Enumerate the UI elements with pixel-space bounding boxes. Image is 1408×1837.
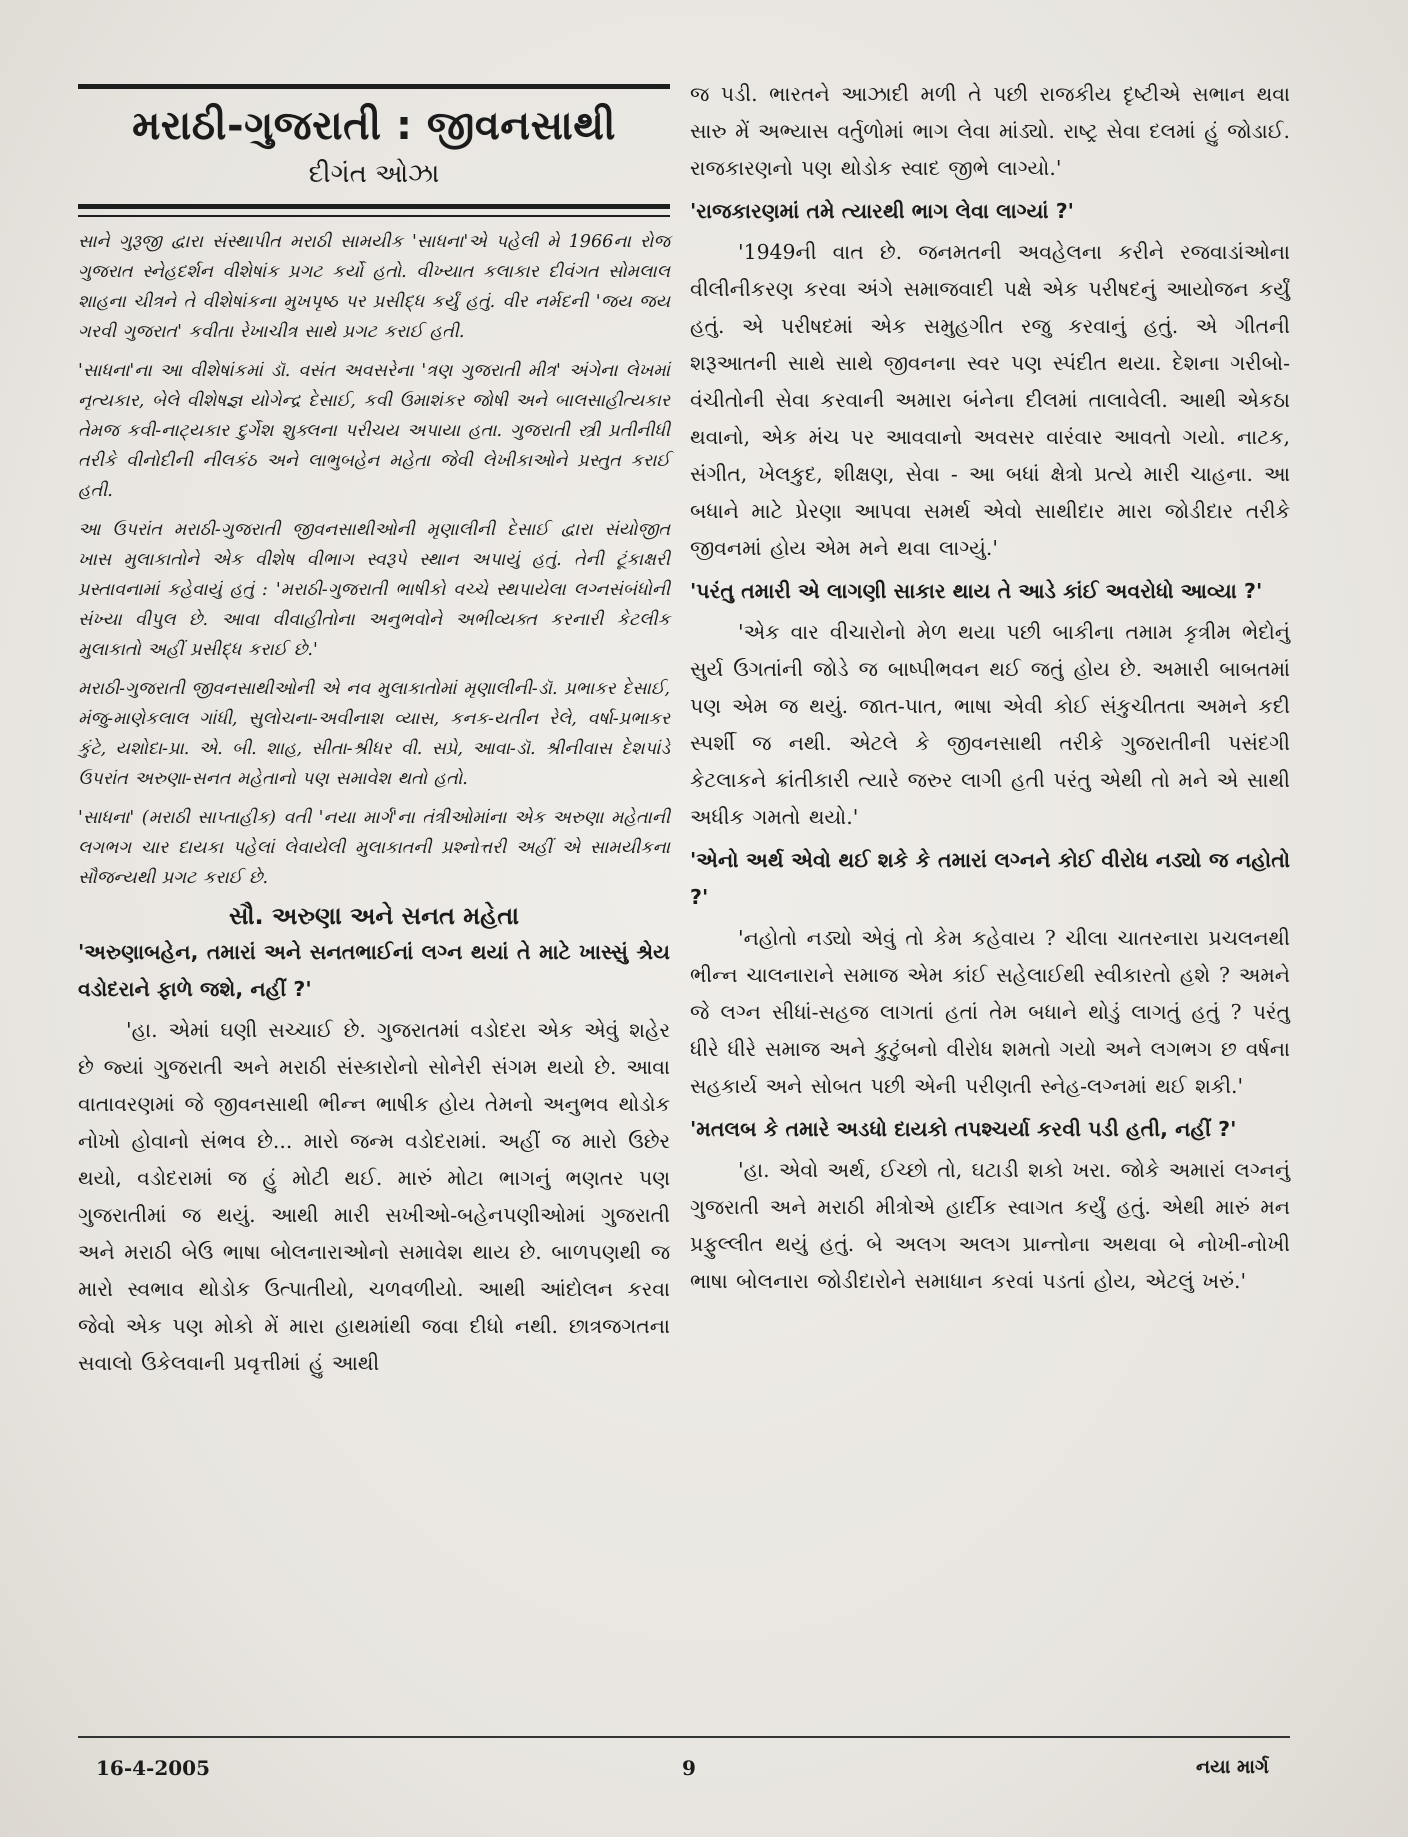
answer-paragraph: 'હા. એમાં ઘણી સચ્ચાઈ છે. ગુજરાતમાં વડોદરા એક એવું શહેર છે જ્યાં ગુજરાતી અને મરાઠી સંસ્કારોનો સોનેરી સંગમ થયો છે. આવા વાતાવરણમાં જે જીવનસાથી ભીન્ન ભાષીક હોય તેમનો અનુભવ થોડોક નોખો હોવાનો સંભવ છે... મારો જન્મ વડોદરામાં. અહીં જ મારો ઉછેર થયો, વડોદરામાં જ હું મોટી થઈ. મારું મોટા ભાગનું ભણતર પણ ગુજરાતીમાં જ થયું. આથી મારી સખીઓ-બહેનપણીઓમાં ગુજરાતી અને મરાઠી બેઉ ભાષા બોલનારાઓનો સમાવેશ થાય છે. બાળપણથી જ મારો સ્વભાવ થોડોક ઉત્પાતીયો, ચળવળીયો. આથી આંદોલન કરવા જેવો એક પણ મોકો મેં મારા હાથમાંથી જવા દીધો નથી. છાત્રજગતના સવાલો ઉકેલવાની પ્રવૃત્તીમાં હું આથી [78, 1018, 670, 1375]
right-column [690, 76, 1290, 1306]
answer-continuation: જ પડી. ભારતને આઝાદી મળી તે પછી રાજકીય દૃષ્ટીએ સભાન થવા સારુ મેં અભ્યાસ વર્તુળોમાં ભાગ લેવા માંડ્યો. રાષ્ટ્ર સેવા દલમાં હું જોડાઈ. રાજકારણનો પણ થોડોક સ્વાદ જીભે લાગ્યો.' [690, 82, 1290, 180]
answer-paragraph: 'નહોતો નડ્યો એવું તો કેમ કહેવાય ? ચીલા ચાતરનારા પ્રચલનથી ભીન્ન ચાલનારાને સમાજ એમ કાંઈ સહેલાઈથી સ્વીકારતો હશે ? અમને જે લગ્ન સીધાં-સહજ લાગતાં હતાં તેમ બધાને થોડું લાગતું હતું ? પરંતુ ધીરે ધીરે સમાજ અને કુટુંબનો વીરોધ શમતો ગયો અને લગભગ છ વર્ષના સહકાર્ય અને સોબત પછી એની પરીણતી સ્નેહ-લગ્નમાં થઈ શકી.' [690, 926, 1290, 1098]
question: 'રાજકારણમાં તમે ત્યારથી ભાગ લેવા લાગ્યાં ?' [690, 199, 1074, 223]
interviewee-heading: સૌ. અરુણા અને સનત મહેતા [228, 902, 520, 930]
question: 'એનો અર્થ એવો થઈ શકે કે તમારાં લગ્નને કોઈ વીરોધ નડ્યો જ નહોતો ?' [690, 848, 1290, 909]
title-top-rule [78, 84, 670, 89]
article-title: મરાઠી-ગુજરાતી : જીવનસાથી [132, 103, 616, 149]
answer-paragraph: '1949ની વાત છે. જનમતની અવહેલના કરીને રજવાડાંઓના વીલીનીકરણ કરવા અંગે સમાજવાદી પક્ષે એક પરીષદનું આયોજન કર્યું હતું. એ પરીષદમાં એક સમુહગીત રજુ કરવાનું હતું. એ ગીતની શરૂઆતની સાથે સાથે જીવનના સ્વર પણ સ્પંદીત થયા. દેશના ગરીબો-વંચીતોની સેવા કરવાની અમારા બંનેના દીલમાં તાલાવેલી. આથી એકઠા થવાનો, એક મંચ પર આવવાનો અવસર વારંવાર આવતો ગયો. નાટક, સંગીત, ખેલકુદ, શીક્ષણ, સેવા - આ બધાં ક્ષેત્રો પ્રત્યે મારી ચાહના. આ બધાને માટે પ્રેરણા આપવા સમર્થ એવો સાથીદાર મારા જોડીદાર તરીકે જીવનમાં હોય એમ મને થવા લાગ્યું.' [690, 240, 1290, 560]
intro-section [78, 227, 670, 893]
question: 'પરંતુ તમારી એ લાગણી સાકાર થાય તે આડે કાંઈ અવરોધો આવ્યા ?' [690, 579, 1263, 603]
intro-paragraph: સાને ગુરૂજી દ્વારા સંસ્થાપીત મરાઠી સામયીક 'સાધના'એ પહેલી મે 1966ના રોજ ગુજરાત સ્નેહદર્શન વીશેષાંક પ્રગટ કર્યો હતો. વીખ્યાત કલાકાર દીવંગત સોમલાલ શાહના ચીત્રને તે વીશેષાંકના મુખપૃષ્ઠ પર પ્રસીદ્ધ કર્યું હતું. વીર નર્મદની 'જય જય ગરવી ગુજરાત' કવીતા રેખાચીત્ર સાથે પ્રગટ કરાઈ હતી. [78, 232, 670, 342]
intro-paragraph: મરાઠી-ગુજરાતી જીવનસાથીઓની એ નવ મુલાકાતોમાં મૃણાલીની-ડૉ. પ્રભાકર દેસાઈ, મંજુ-માણેકલાલ ગાંધી, સુલોચના-અવીનાશ વ્યાસ, કનક-યતીન રેલે, વર્ષા-પ્રભાકર કુંટે, યશોદા-પ્રા. એ. બી. શાહ, સીતા-શ્રીધર વી. સપ્રે, આવા-ડૉ. શ્રીનીવાસ દેશપાંડે ઉપરાંત અરુણા-સનત મહેતાનો પણ સમાવેશ થતો હતો. [78, 679, 670, 789]
intro-paragraph: 'સાધના' (મરાઠી સાપ્તાહીક) વતી 'નયા માર્ગ'ના તંત્રીઓમાંના એક અરુણા મહેતાની લગભગ ચાર દાયકા પહેલાં લેવાયેલી મુલાકાતની પ્રશ્નોત્તરી અહીં એ સામયીકના સૌજન્યથી પ્રગટ કરાઈ છે. [78, 808, 670, 888]
article-author: દીગંત ઓઝા [308, 159, 440, 189]
question: 'અરુણાબહેન, તમારાં અને સનતભાઈનાં લગ્ન થયાં તે માટે ખાસ્સું શ્રેય વડોદરાને ફાળે જશે, નહીં ?' [78, 940, 670, 1001]
footer-rule [78, 1736, 1290, 1738]
answer-paragraph: 'એક વાર વીચારોનો મેળ થયા પછી બાકીના તમામ કૃત્રીમ ભેદોનું સુર્ય ઉગતાંની જોડે જ બાષ્પીભવન થઈ જતું હોય છે. અમારી બાબતમાં પણ એમ જ થયું. જાત-પાત, ભાષા એવી કોઈ સંકુચીતતા અમને કદી સ્પર્શી જ નથી. એટલે કે જીવનસાથી તરીકે ગુજરાતીની પસંદગી કેટલાકને ક્રાંતીકારી ત્યારે જરુર લાગી હતી પરંતુ એથી તો મને એ સાથી અધીક ગમતો થયો.' [690, 620, 1290, 829]
intro-paragraph: 'સાધના'ના આ વીશેષાંકમાં ડૉ. વસંત અવસરેના 'ત્રણ ગુજરાતી મીત્ર' અંગેના લેખમાં નૃત્યકાર, બેલે વીશેષજ્ઞ યોગેન્દ્ર દેસાઈ, કવી ઉમાશંકર જોષી અને બાલસાહીત્યકાર તેમજ કવી-નાટ્યકાર દુર્ગેશ શુક્લના પરીચય અપાયા હતા. ગુજરાતી સ્ત્રી પ્રતીનીધી તરીકે વીનોદીની નીલકંઠ અને લાભુબહેન મહેતા જેવી લેખીકાઓને પ્રસ્તુત કરાઈ હતી. [78, 361, 670, 501]
answer-paragraph: 'હા. એવો અર્થ, ઈચ્છો તો, ઘટાડી શકો ખરા. જોકે અમારાં લગ્નનું ગુજરાતી અને મરાઠી મીત્રોએ હાર્દીક સ્વાગત કર્યું હતું. એથી મારું મન પ્રફુલ્લીત થયું હતું. બે અલગ અલગ પ્રાન્તોના અથવા બે નોખી-નોખી ભાષા બોલનારા જોડીદારોને સમાધાન કરવાં પડતાં હોય, એટલું ખરું.' [690, 1158, 1290, 1293]
title-bottom-rule [78, 204, 670, 209]
issue-date: 16-4-2005 [96, 1756, 211, 1780]
publication-name: નયા માર્ગ [1196, 1756, 1269, 1778]
page-number: 9 [682, 1756, 696, 1780]
title-bottom-thin-rule [78, 215, 670, 217]
question: 'મતલબ કે તમારે અડધો દાયકો તપશ્ચર્યા કરવી પડી હતી, નહીં ?' [690, 1117, 1237, 1141]
intro-paragraph: આ ઉપરાંત મરાઠી-ગુજરાતી જીવનસાથીઓની મૃણાલીની દેસાઈ દ્વારા સંયોજીત ખાસ મુલાકાતોને એક વીશેષ વીભાગ સ્વરૂપે સ્થાન અપાયું હતું. તેની ટૂંકાક્ષરી પ્રસ્તાવનામાં કહેવાયું હતું : 'મરાઠી-ગુજરાતી ભાષીકો વચ્ચે સ્થપાયેલા લગ્નસંબંધોની સંખ્યા વીપુલ છે. આવા વીવાહીતોના અનુભવોને અભીવ્યક્ત કરનારી કેટલીક મુલાકાતો અહીં પ્રસીદ્ધ કરાઈ છે.' [78, 520, 670, 660]
left-column [78, 78, 670, 1388]
